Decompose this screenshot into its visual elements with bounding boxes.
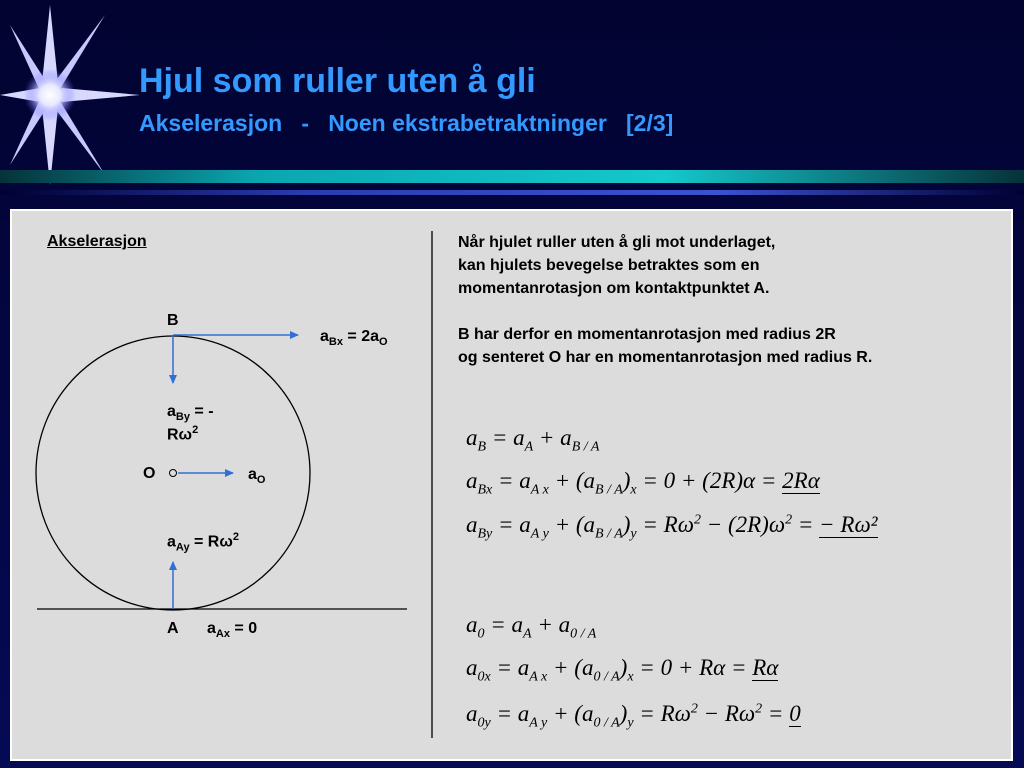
label-A: A — [167, 620, 179, 637]
label-aBy-line2: $R\omega^2$ — [167, 424, 199, 444]
center-point-O — [170, 470, 177, 477]
paragraph-2: B har derfor en momentanrotasjon med radius 2R og senteret O har en momentanrotasjon med radius R. — [458, 326, 873, 366]
equation-6: $a_{0y} = a_{A y} + (a_{0 / A})_y = R\omega^2 - R\omega^2 = 0$ — [466, 701, 801, 731]
slide-title: Hjul som ruller uten å gli — [139, 62, 536, 100]
label-aBx: $a_{Bx} = 2a_O$ — [320, 328, 388, 349]
figure-heading: Akselerasjon — [47, 233, 147, 250]
equation-2: $a_{Bx} = a_{A x} + (a_{B / A})_x = 0 + (2R)\alpha = 2R\alpha$ — [466, 468, 820, 498]
label-aO: $a_O$ — [248, 466, 266, 487]
label-aAx: $a_{Ax} = 0$ — [207, 620, 258, 641]
label-aAy: $a_{Ay} = R\omega^2$ — [167, 531, 239, 554]
paragraph-1: Når hjulet ruller uten å gli mot underlaget, kan hjulets bevegelse betraktes som en momentanrotasjon om kontaktpunktet A. — [458, 234, 776, 297]
label-aBy: $a_{By}$ = - — [167, 403, 214, 424]
equation-5: $a_{0x} = a_{A x} + (a_{0 / A})_x = 0 + R\alpha = R\alpha$ — [466, 655, 779, 685]
label-B: B — [167, 312, 179, 329]
equation-4: $a_0 = a_A + a_{0 / A}$ — [466, 612, 597, 642]
equation-3: $a_{By} = a_{A y} + (a_{B / A})_y = R\omega^2 - (2R)\omega^2$ = − Rω² — [466, 512, 878, 542]
slide-subtitle: Akselerasjon - Noen ekstrabetraktninger [2/3] — [139, 110, 674, 136]
equation-1: $a_B = a_A + a_{B / A}$ — [466, 425, 600, 455]
label-O: O — [143, 465, 156, 482]
